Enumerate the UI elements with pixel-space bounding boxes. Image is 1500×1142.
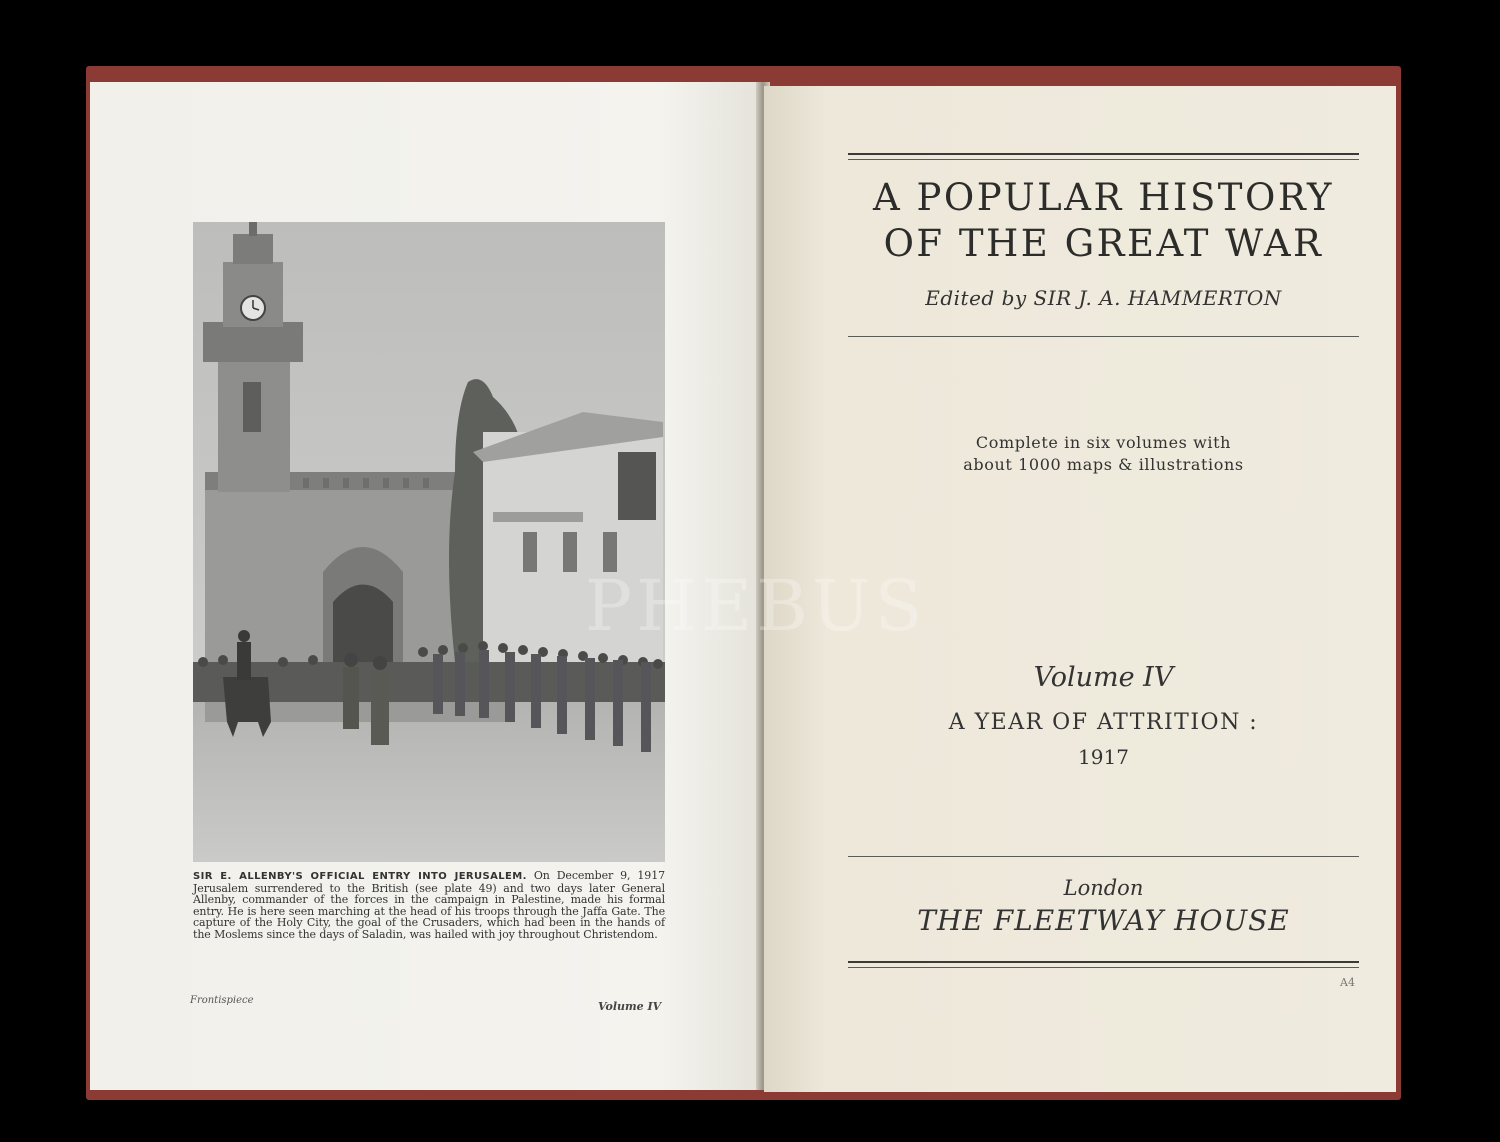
bottom-rule-thin [848,967,1359,968]
volume-subtitle: A YEAR OF ATTRITION : [948,710,1259,735]
volume-number: Volume IV [1033,662,1174,693]
watermark: PHEBUS [585,565,927,647]
editor-rule [848,336,1359,337]
book-title-line-2: OF THE GREAT WAR [883,222,1324,265]
volume-year: 1917 [1078,745,1129,769]
caption-body: On December 9, 1917 Jerusalem surrendered to the British (see plate 49) and two days later General Allenby, commander of the forces in the campaign in Palestine, made his formal entry. He is here seen marching at the head of his troops through the Jaffa Gate. The capture of the Holy City, the goal of the Crusaders, which had been in the hands of the Moslems since the days of Saladin, was hailed with joy throughout Christendom. [193,869,665,941]
description-line-2: about 1000 maps & illustrations [963,455,1244,474]
caption-heading: SIR E. ALLENBY'S OFFICIAL ENTRY INTO JERUSALEM. [193,871,527,882]
left-volume-label: Volume IV [598,1000,662,1013]
signature-mark: A4 [1340,976,1355,989]
top-rule [848,153,1359,155]
frontispiece-photo [193,222,665,862]
publisher-name: THE FLEETWAY HOUSE [917,904,1290,937]
editor-line: Edited by SIR J. A. HAMMERTON [925,286,1282,310]
imprint-rule [848,856,1359,857]
photo-caption [193,870,665,940]
description-line-1: Complete in six volumes with [975,433,1232,452]
bottom-rule [848,961,1359,963]
top-rule-thin [848,159,1359,160]
frontispiece-label: Frontispiece [190,995,254,1006]
jerusalem-entry-illustration [193,222,665,862]
book-title-line-1: A POPULAR HISTORY [873,176,1334,219]
publisher-place: London [1063,876,1144,900]
